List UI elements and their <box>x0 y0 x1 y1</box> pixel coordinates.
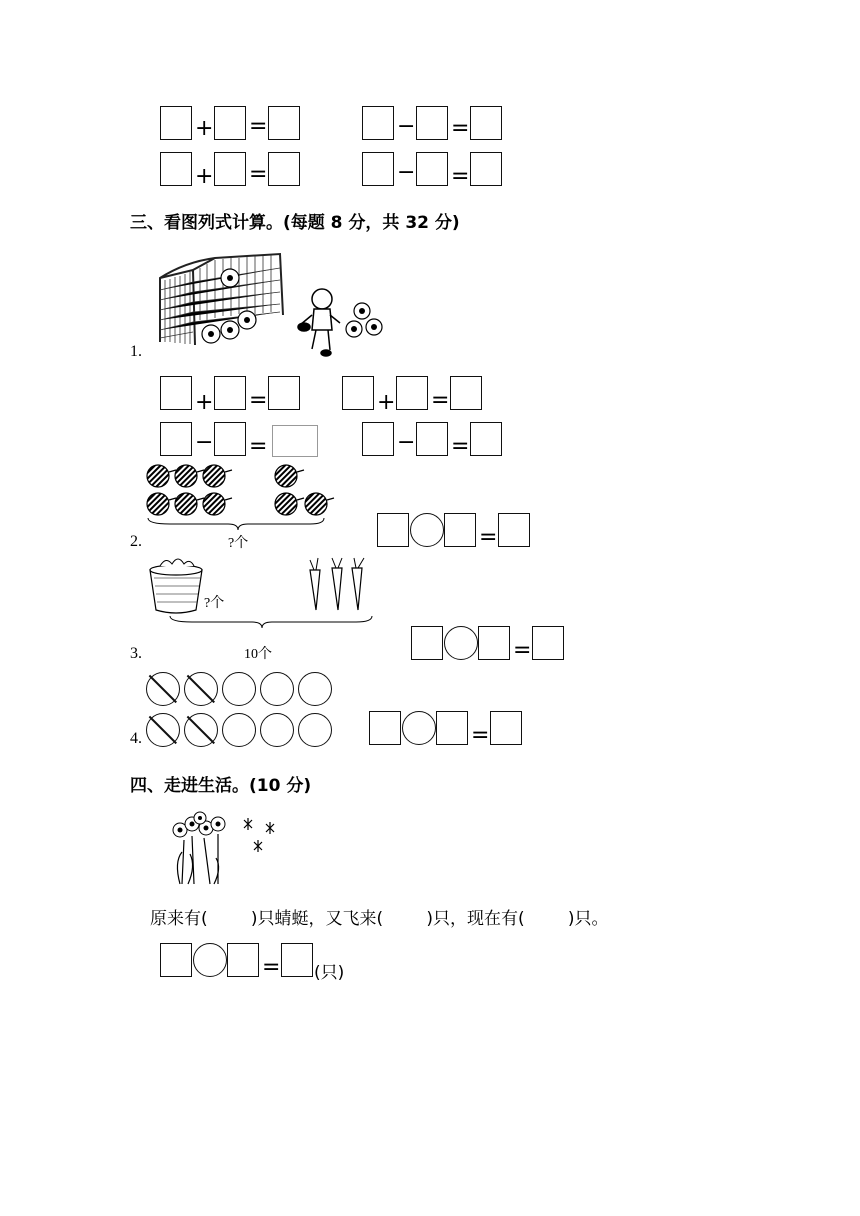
soccer-goal-illustration <box>155 250 290 350</box>
answer-box[interactable] <box>272 425 318 457</box>
answer-box[interactable] <box>214 376 246 410</box>
equals-sign: = <box>471 723 490 748</box>
equals-sign: = <box>513 638 532 663</box>
circle <box>222 672 256 706</box>
answer-box[interactable] <box>281 943 313 977</box>
flowers-and-dragonflies-illustration <box>160 810 290 886</box>
answer-box[interactable] <box>411 626 443 660</box>
answer-box[interactable] <box>478 626 510 660</box>
answer-box[interactable] <box>342 376 374 410</box>
answer-box[interactable] <box>532 626 564 660</box>
answer-box[interactable] <box>416 152 448 186</box>
section-3-heading: 三、看图列式计算。(每题 8 分，共 32 分) <box>130 213 460 233</box>
answer-box[interactable] <box>470 152 502 186</box>
answer-box[interactable] <box>416 106 448 140</box>
crossed-circle <box>146 713 180 747</box>
equals-sign: = <box>249 162 268 187</box>
question-2-number: 2. <box>130 533 142 550</box>
answer-box[interactable] <box>268 152 300 186</box>
operator-circle[interactable] <box>444 626 478 660</box>
equals-sign: = <box>451 116 470 141</box>
section-4-sentence: 原来有( )只蜻蜓，又飞来( )只，现在有( )只。 <box>150 909 609 929</box>
plus-sign: + <box>195 164 214 189</box>
equals-sign: = <box>451 434 470 459</box>
crossed-circle <box>146 672 180 706</box>
equals-sign: = <box>479 525 498 550</box>
operator-circle[interactable] <box>410 513 444 547</box>
minus-sign: − <box>397 160 416 185</box>
equals-sign: = <box>262 955 281 980</box>
answer-box[interactable] <box>416 422 448 456</box>
answer-box[interactable] <box>498 513 530 547</box>
answer-box[interactable] <box>436 711 468 745</box>
basket-label: ?个 <box>204 596 225 611</box>
equals-sign: = <box>431 388 450 413</box>
circle <box>298 713 332 747</box>
minus-sign: − <box>397 430 416 455</box>
answer-box[interactable] <box>470 422 502 456</box>
answer-box[interactable] <box>444 513 476 547</box>
q3-brace-label: 10个 <box>244 647 272 662</box>
answer-box[interactable] <box>362 152 394 186</box>
section-4-heading: 四、走进生活。(10 分) <box>130 776 312 796</box>
question-4-number: 4. <box>130 730 142 747</box>
answer-box[interactable] <box>470 106 502 140</box>
answer-box[interactable] <box>396 376 428 410</box>
answer-box[interactable] <box>227 943 259 977</box>
answer-box[interactable] <box>160 106 192 140</box>
answer-box[interactable] <box>214 422 246 456</box>
answer-box[interactable] <box>490 711 522 745</box>
equals-sign: = <box>249 114 268 139</box>
answer-box[interactable] <box>450 376 482 410</box>
circle <box>222 713 256 747</box>
answer-box[interactable] <box>160 376 192 410</box>
basket-and-carrots-illustration <box>142 556 382 632</box>
operator-circle[interactable] <box>402 711 436 745</box>
answer-box[interactable] <box>214 106 246 140</box>
plus-sign: + <box>195 116 214 141</box>
answer-box[interactable] <box>214 152 246 186</box>
equals-sign: = <box>249 388 268 413</box>
boy-kicking-balls-illustration <box>294 285 389 360</box>
answer-box[interactable] <box>362 106 394 140</box>
equals-sign: = <box>249 434 268 459</box>
answer-box[interactable] <box>160 943 192 977</box>
answer-box[interactable] <box>362 422 394 456</box>
minus-sign: − <box>397 114 416 139</box>
minus-sign: − <box>195 430 214 455</box>
answer-box[interactable] <box>268 106 300 140</box>
q2-brace-label: ?个 <box>228 536 249 551</box>
question-1-number: 1. <box>130 343 142 360</box>
circle <box>260 672 294 706</box>
question-3-number: 3. <box>130 645 142 662</box>
answer-box[interactable] <box>160 152 192 186</box>
answer-box[interactable] <box>369 711 401 745</box>
equals-sign: = <box>451 164 470 189</box>
unit-label: (只) <box>314 963 345 983</box>
plus-sign: + <box>377 390 396 415</box>
crossed-circle <box>184 672 218 706</box>
plus-sign: + <box>195 390 214 415</box>
answer-box[interactable] <box>377 513 409 547</box>
circle <box>298 672 332 706</box>
circle <box>260 713 294 747</box>
answer-box[interactable] <box>160 422 192 456</box>
watermelons-illustration <box>140 462 340 532</box>
answer-box[interactable] <box>268 376 300 410</box>
crossed-circle <box>184 713 218 747</box>
operator-circle[interactable] <box>193 943 227 977</box>
